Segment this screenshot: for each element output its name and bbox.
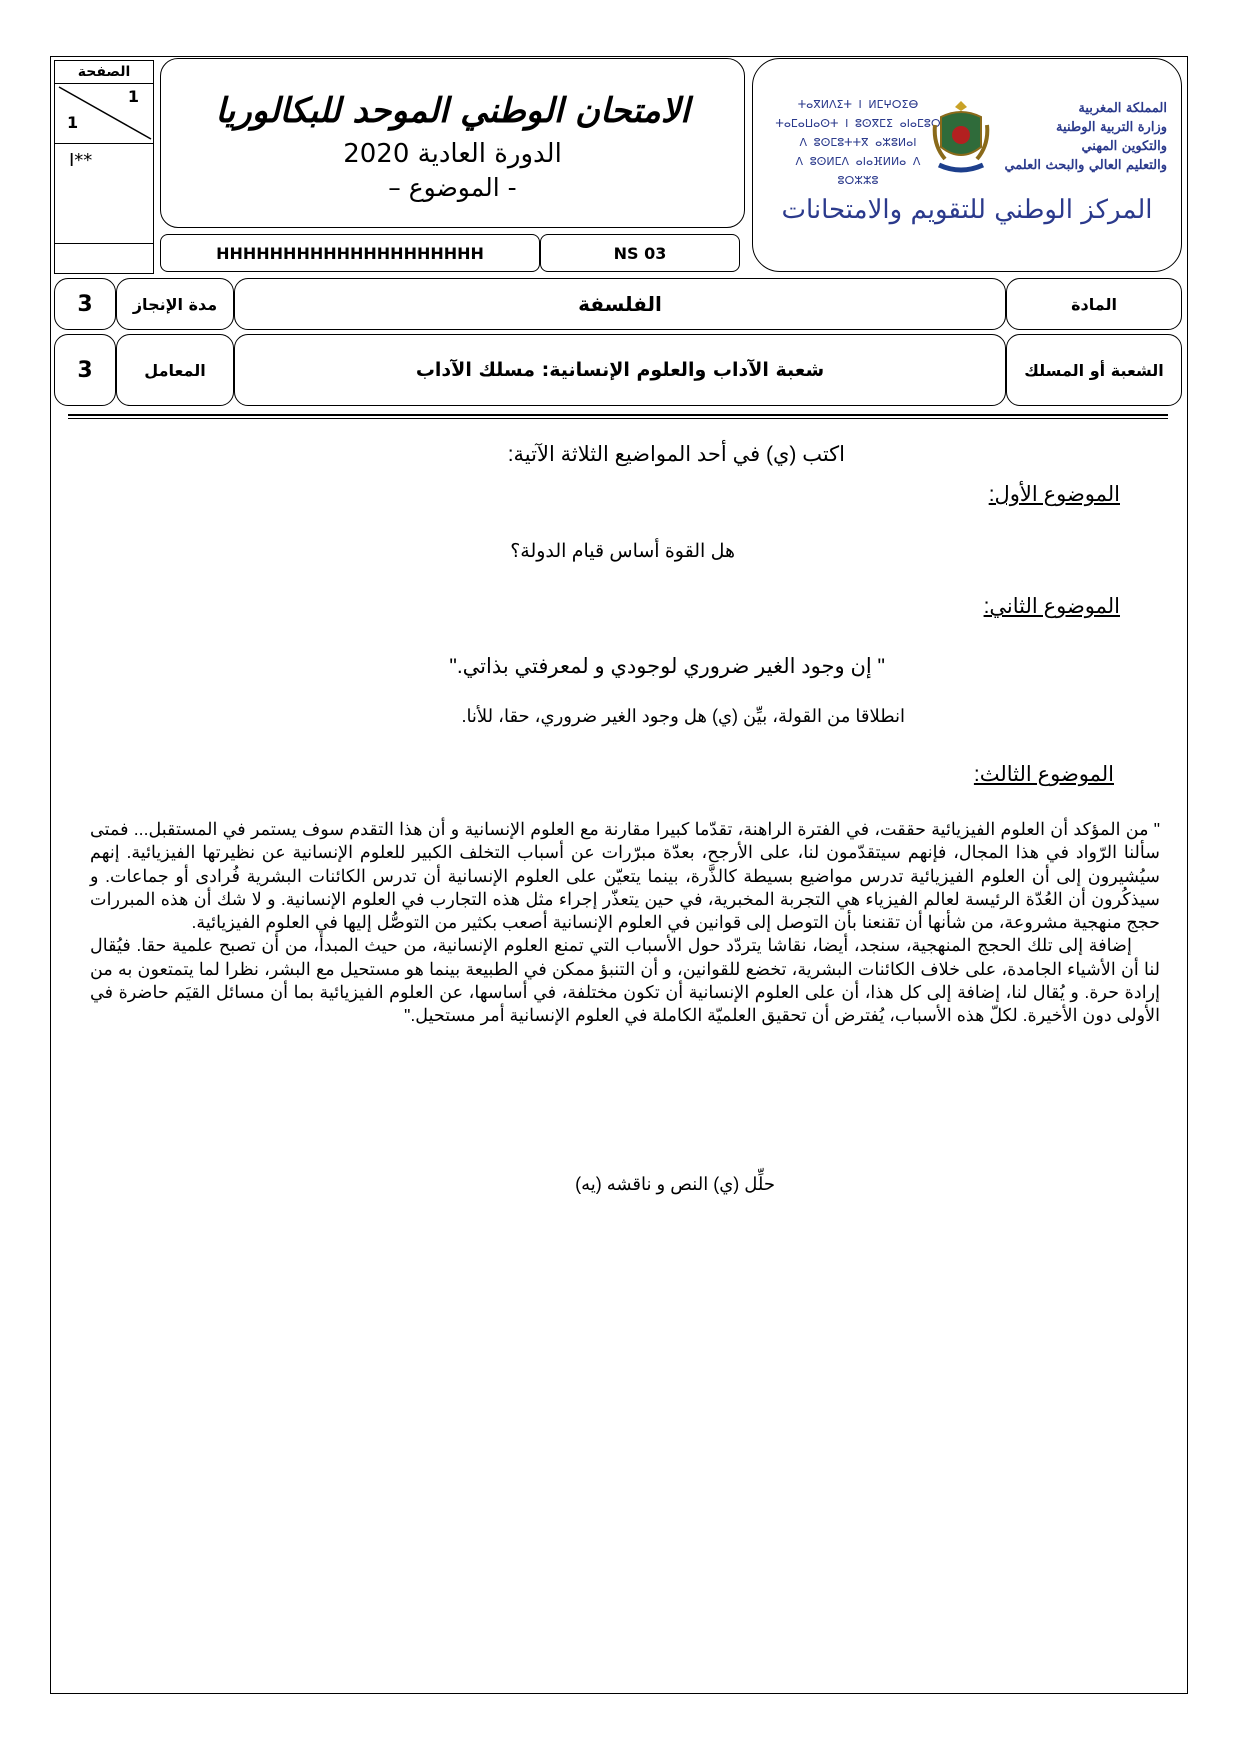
page-number-box [54, 60, 154, 274]
tifinagh-line: ⴷ ⵓⵙⵍⵎⴷ ⴰⵏⴰⴼⵍⵍⴰ ⴷ ⵓⵔⵣⵣⵓ [795, 155, 921, 187]
duration-label: مدة الإنجاز [116, 278, 234, 330]
tifinagh-line: ⵜⴰⵎⴰⵡⴰⵙⵜ ⵏ ⵓⵙⴳⵎⵉ ⴰⵏⴰⵎⵓⵔ [775, 117, 941, 130]
divider-line [68, 418, 1168, 419]
page-total: 1 [67, 113, 79, 132]
exam-title-box [160, 58, 745, 228]
exam-session: الدورة العادية 2020 [343, 139, 562, 169]
center-name: المركز الوطني للتقويم والامتحانات [781, 195, 1153, 225]
page-blank-cell [55, 243, 153, 273]
topic1-heading: الموضوع الأول: [988, 483, 1120, 506]
ministry-line: وزارة التربية الوطنية [1056, 120, 1167, 135]
exam-title: الامتحان الوطني الموحد للبكالوريا [215, 91, 690, 131]
ministry-arabic-lines [987, 99, 1167, 175]
tifinagh-line: ⵜⴰⴳⵍⴷⵉⵜ ⵏ ⵍⵎⵖⵔⵉⴱ [797, 98, 919, 111]
topic3-passage [90, 818, 1160, 1028]
ministry-line: والتعليم العالي والبحث العلمي [1004, 158, 1167, 173]
topic2-task: انطلاقا من القولة، بيِّن (ي) هل وجود الغير ضروري، حقا، للأنا. [461, 706, 905, 726]
track-value: شعبة الآداب والعلوم الإنسانية: مسلك الآداب [234, 334, 1006, 406]
topic3-heading: الموضوع الثالث: [973, 763, 1114, 786]
page-label: الصفحة [55, 61, 153, 84]
instruction: اكتب (ي) في أحد المواضيع الثلاثة الآتية: [507, 443, 845, 466]
ministry-line: المملكة المغربية [1078, 101, 1167, 116]
tifinagh-line: ⴷ ⵓⵙⵎⵓⵜⵜⴳ ⴰⵣⵓⵍⴰⵏ [799, 136, 917, 149]
ministry-line: والتكوين المهني [1081, 139, 1167, 154]
subject-key: المادة [1006, 278, 1182, 330]
moroccan-emblem-icon [931, 95, 991, 181]
page-fraction [55, 83, 153, 143]
track-key: الشعبة أو المسلك [1006, 334, 1182, 406]
duration-value: 3 [54, 278, 116, 330]
coefficient-value: 3 [54, 334, 116, 406]
tifinagh-lines [773, 95, 943, 190]
coefficient-label: المعامل [116, 334, 234, 406]
topic2-quote: " إن وجود الغير ضروري لوجودي و لمعرفتي بذاتي." [449, 655, 885, 678]
passage-paragraph: " من المؤكد أن العلوم الفيزيائية حققت، في الفترة الراهنة، تقدّما كبيرا مقارنة مع العلوم الإنسانية و أن هذا التقدم سوف يستمر في المستقبل... فمتى سألنا الرّواد في هذا المجال، فإنهم سيتقدّمون لنا، على الأرجح، بعدّة مبرّرات عن أسباب التخلف الكبير للعلوم الإنسانية عن نظيرتها الفيزيائية. إنهم سيُشيرون إلى أن العلوم الفيزيائية تدرس مواضيع بسيطة كالذَّرة، بينما يتعيّن على العلوم الإنسانية أن تدرس الكائنات البشرية فُرادى أو جماعات. و سيذكُرون أن العُدّة الرئيسة لعالم الفيزياء هي التجربة المخبرية، في حين يتعذّر إجراء مثل هذه التجارب في العلوم الإنسانية. و لا شك أن هذه المبررات حجج منهجية مشروعة، من شأنها أن تقنعنا بأن التوصل إلى قوانين في العلوم الإنسانية أصعب بكثير من التوصُّل إليها في العلوم الفيزيائية. [90, 819, 1160, 933]
ministry-logo-box [752, 58, 1182, 272]
page-current: 1 [127, 87, 139, 106]
exam-code-left: HHHHHHHHHHHHHHHHHHHH [160, 234, 540, 272]
passage-paragraph: إضافة إلى تلك الحجج المنهجية، سنجد، أيضا، نقاشا يتردّد حول الأسباب التي تمنع العلوم الإنسانية، من حيث المبدأ، من أن تصبح علمية حقا. فيُقال لنا أن الأشياء الجامدة، على خلاف الكائنات البشرية، تخضع للقوانين، و أن التنبؤ ممكن في الطبيعة بينما هو مستحيل مع البشر، نظرا لما يتمتعون به من إرادة حرة. و يُقال لنا، إضافة إلى كل هذا، أن على العلوم الإنسانية أن تكون مختلفة، في أساسها، عن العلوم الفيزيائية بما أن مسائل القيَم حاضرة في الأولى دون الأخيرة. لكلّ هذه الأسباب، يُفترض أن تحقيق العلميّة الكاملة في العلوم الإنسانية أمر مستحيل." [90, 935, 1160, 1026]
page-mark: I** [69, 150, 93, 171]
exam-code-right: NS 03 [540, 234, 740, 272]
topic3-task: حلِّل (ي) النص و ناقشه (يه) [575, 1174, 775, 1194]
subject-value: الفلسفة [234, 278, 1006, 330]
subject-word: - الموضوع – [388, 173, 517, 202]
topic2-heading: الموضوع الثاني: [983, 595, 1120, 618]
page-mark-cell [55, 143, 153, 244]
divider-line [68, 414, 1168, 416]
topic1-question: هل القوة أساس قيام الدولة؟ [510, 541, 735, 562]
